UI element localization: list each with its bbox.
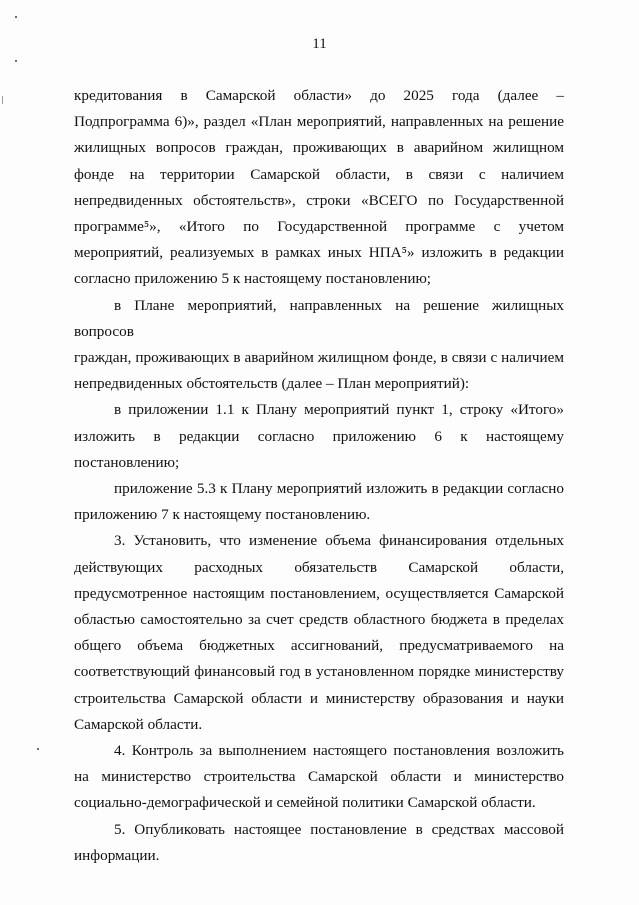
text-line: строительства Самарской области и министерству образования и науки xyxy=(74,689,564,707)
text-line: постановлению; xyxy=(74,453,180,471)
text-line: непредвиденных обстоятельств (далее – План мероприятий): xyxy=(74,375,470,393)
paragraph xyxy=(74,817,564,869)
text-line: предусмотренное настоящим постановлением, осуществляется Самарской xyxy=(74,584,564,602)
text-line: изложить в редакции согласно приложению 6 к настоящему xyxy=(74,427,564,445)
text-line: Самарской области. xyxy=(74,715,203,733)
text-line: мероприятий, реализуемых в рамках иных НПА⁵» изложить в редакции xyxy=(74,244,564,262)
scan-speck xyxy=(15,16,17,18)
text-line: 5. Опубликовать настоящее постановление в средствах массовой xyxy=(114,820,564,838)
text-line: 4. Контроль за выполнением настоящего постановления возложить xyxy=(114,742,564,760)
text-line: информации. xyxy=(74,846,160,864)
document-body xyxy=(74,83,564,869)
text-line: в Плане мероприятий, направленных на решение жилищных вопросов xyxy=(74,296,564,340)
text-line: приложение 5.3 к Плану мероприятий изложить в редакции согласно xyxy=(114,480,564,498)
page-number: 11 xyxy=(312,36,327,52)
paragraph xyxy=(74,293,564,398)
text-line: действующих расходных обязательств Самарской области, xyxy=(74,558,564,576)
text-line: кредитования в Самарской области» до 2025 года (далее – xyxy=(74,87,564,104)
text-line: программе⁵», «Итого по Государственной программе с учетом xyxy=(74,218,564,236)
paragraph xyxy=(74,397,564,476)
scan-speck xyxy=(15,60,17,62)
text-line: 3. Установить, что изменение объема финансирования отдельных xyxy=(114,532,564,550)
paragraph xyxy=(74,476,564,528)
paragraph xyxy=(74,528,564,738)
scan-speck xyxy=(37,748,39,750)
text-line: Подпрограмма 6)», раздел «План мероприятий, направленных на решение xyxy=(74,113,564,131)
text-line: на министерство строительства Самарской области и министерство xyxy=(74,768,564,786)
text-line: в приложении 1.1 к Плану мероприятий пункт 1, строку «Итого» xyxy=(114,401,564,419)
text-line: жилищных вопросов граждан, проживающих в аварийном жилищном xyxy=(74,139,564,157)
text-line: соответствующий финансовый год в установленном порядке министерству xyxy=(74,663,564,681)
paragraph xyxy=(74,738,564,817)
text-line: граждан, проживающих в аварийном жилищном фонде, в связи с наличием xyxy=(74,349,564,367)
scan-edge-mark xyxy=(2,96,3,104)
text-line: общего объема бюджетных ассигнований, предусматриваемого на xyxy=(74,637,564,655)
paragraph xyxy=(74,83,564,293)
text-line: областью самостоятельно за счет средств областного бюджета в пределах xyxy=(74,611,564,629)
text-line: согласно приложению 5 к настоящему постановлению; xyxy=(74,270,432,288)
text-line: фонде на территории Самарской области, в связи с наличием xyxy=(74,165,564,183)
text-line: непредвиденных обстоятельств», строки «ВСЕГО по Государственной xyxy=(74,191,564,209)
text-line: приложению 7 к настоящему постановлению. xyxy=(74,506,371,524)
text-line: социально-демографической и семейной политики Самарской области. xyxy=(74,794,536,812)
